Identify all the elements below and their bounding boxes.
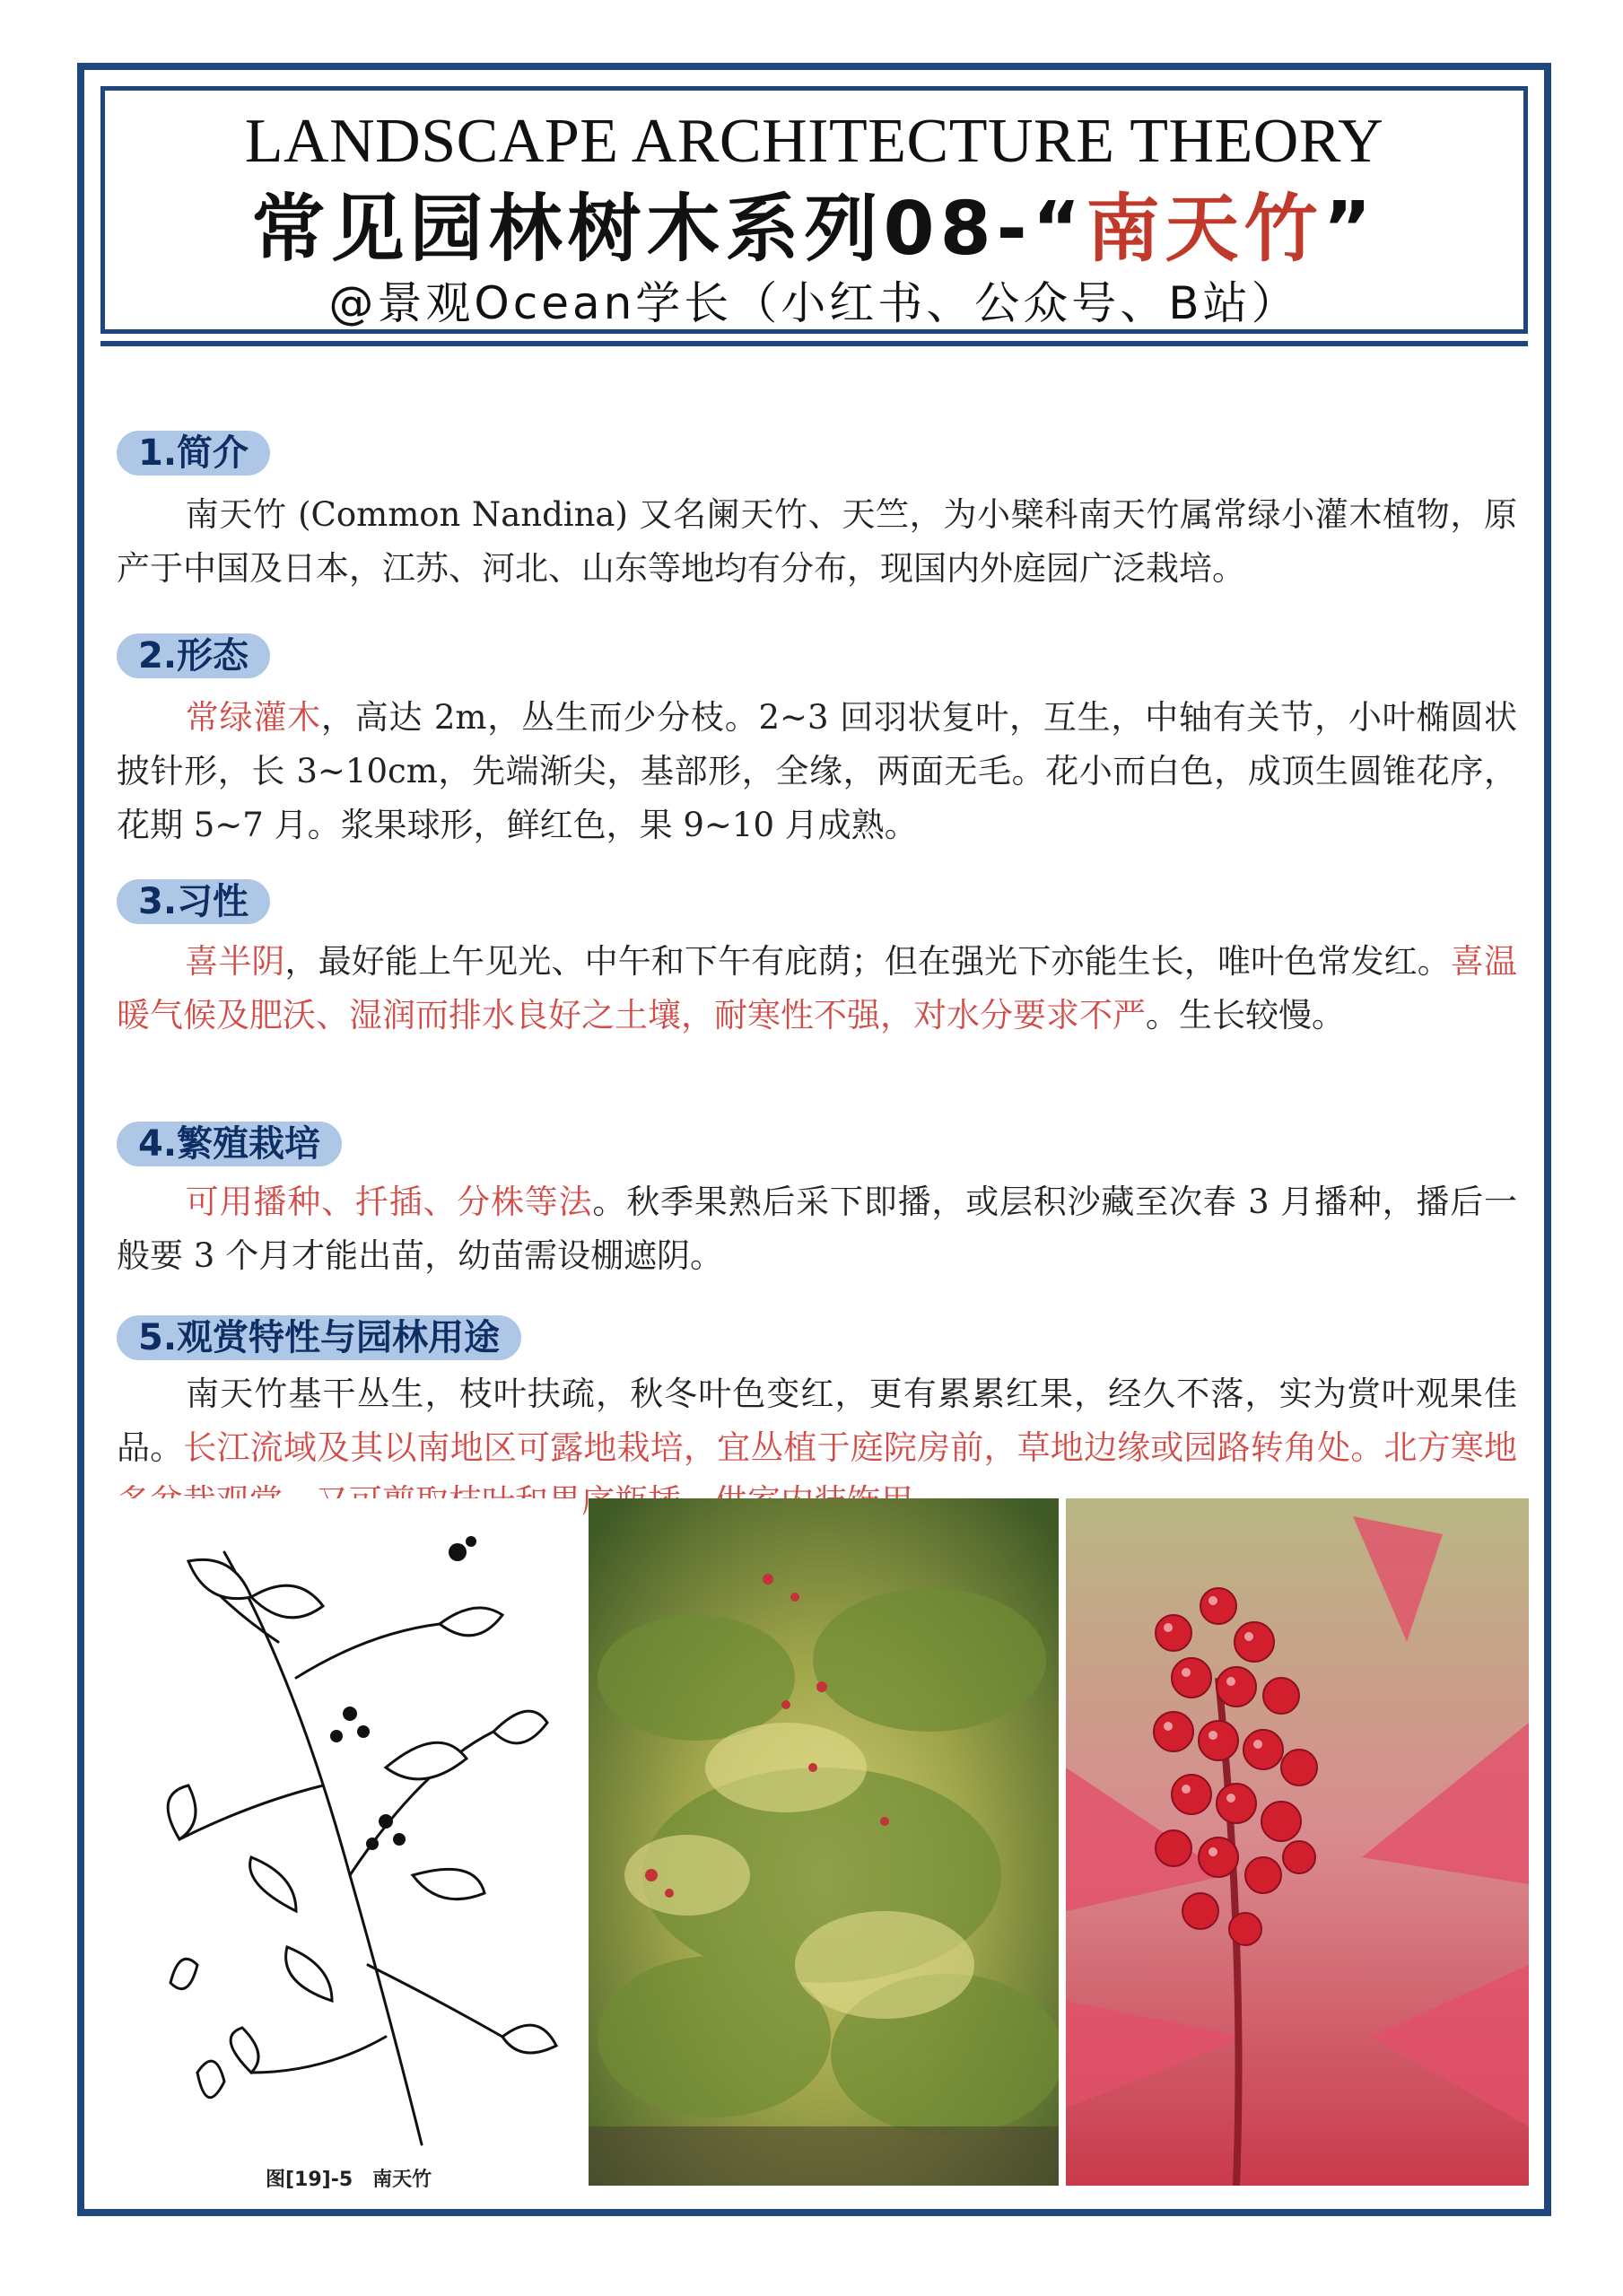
- title-chinese: [105, 187, 1523, 272]
- shrub-photo: [589, 1498, 1059, 2186]
- body-text: 南天竹基干丛生，枝叶扶疏，秋冬叶色变红，更有累累红果，经久不落，实为赏叶观果佳品。: [117, 1375, 1517, 1467]
- body-text: ，最好能上午见光、中午和下午有庇荫；但在强光下亦能生长，唯叶色常发红。: [284, 942, 1451, 981]
- section-heading: 2.形态: [117, 633, 270, 678]
- section-paragraph: [117, 935, 1517, 1043]
- highlighted-text: 喜半阴: [185, 942, 285, 981]
- berry-photo-image: [1066, 1498, 1529, 2186]
- image-strip: [117, 1498, 1534, 2204]
- subtitle-author: @景观Ocean学长（小红书、公众号、B站）: [328, 277, 1300, 329]
- highlighted-text: 可用播种、扦插、分株等法: [185, 1183, 593, 1221]
- sketch-drawing: [117, 1498, 583, 2162]
- shrub-photo-image: [589, 1498, 1059, 2186]
- body-text: 。秋季果熟后采下即播，或层积沙藏至次春 3 月播种，播后一般要 3 个月才能出苗，幼苗需设棚遮阴。: [117, 1183, 1518, 1275]
- title-plant-name: 南天竹: [1086, 187, 1323, 272]
- section-heading: 4.繁殖栽培: [117, 1122, 342, 1166]
- botanical-sketch: [117, 1498, 583, 2204]
- section-paragraph: [117, 1175, 1517, 1283]
- sketch-caption: 图[19]-5 南天竹: [266, 2169, 432, 2191]
- highlighted-text: 长江流域及其以南地区可露地栽培，宜丛植于庭院房前，草地边缘或园路转角处。北方寒地: [183, 1428, 1517, 1467]
- section-heading: 5.观赏特性与园林用途: [117, 1315, 521, 1360]
- header-box: [100, 86, 1528, 334]
- poster-frame: [77, 63, 1551, 2216]
- berry-photo: [1066, 1498, 1529, 2186]
- title-prefix: 常见园林树木系列08-“: [251, 187, 1086, 272]
- section-heading: 1.简介: [117, 431, 270, 476]
- section-paragraph: [117, 691, 1517, 852]
- title-suffix: ”: [1322, 187, 1377, 272]
- header-divider: [100, 341, 1528, 346]
- section-heading: 3.习性: [117, 879, 270, 924]
- title-english: LANDSCAPE ARCHITECTURE THEORY: [244, 107, 1384, 176]
- highlighted-text: 常绿灌木: [185, 698, 321, 737]
- body-text: 南天竹 (Common Nandina) 又名阑天竹、天竺，为小檗科南天竹属常绿小灌木植物，原产于中国及日本，江苏、河北、山东等地均有分布，现国内外庭园广泛栽培。: [117, 495, 1517, 588]
- section-paragraph: [117, 488, 1517, 596]
- body-text: 。生长较慢。: [1146, 996, 1345, 1035]
- highlighted-text: 喜温暖气候及肥沃、湿润而排水良好之土壤，耐寒性不强，对水分要求不严: [117, 942, 1517, 1035]
- body-text: ，高达 2m，丛生而少分枝。2~3 回羽状复叶，互生，中轴有关节，小叶椭圆状披针形，长 3~10cm，先端渐尖，基部形，全缘，两面无毛。花小而白色，成顶生圆锥花序，花期 5~7 月。浆果球形，鲜红色，果 9~10 月成熟。: [117, 698, 1518, 844]
